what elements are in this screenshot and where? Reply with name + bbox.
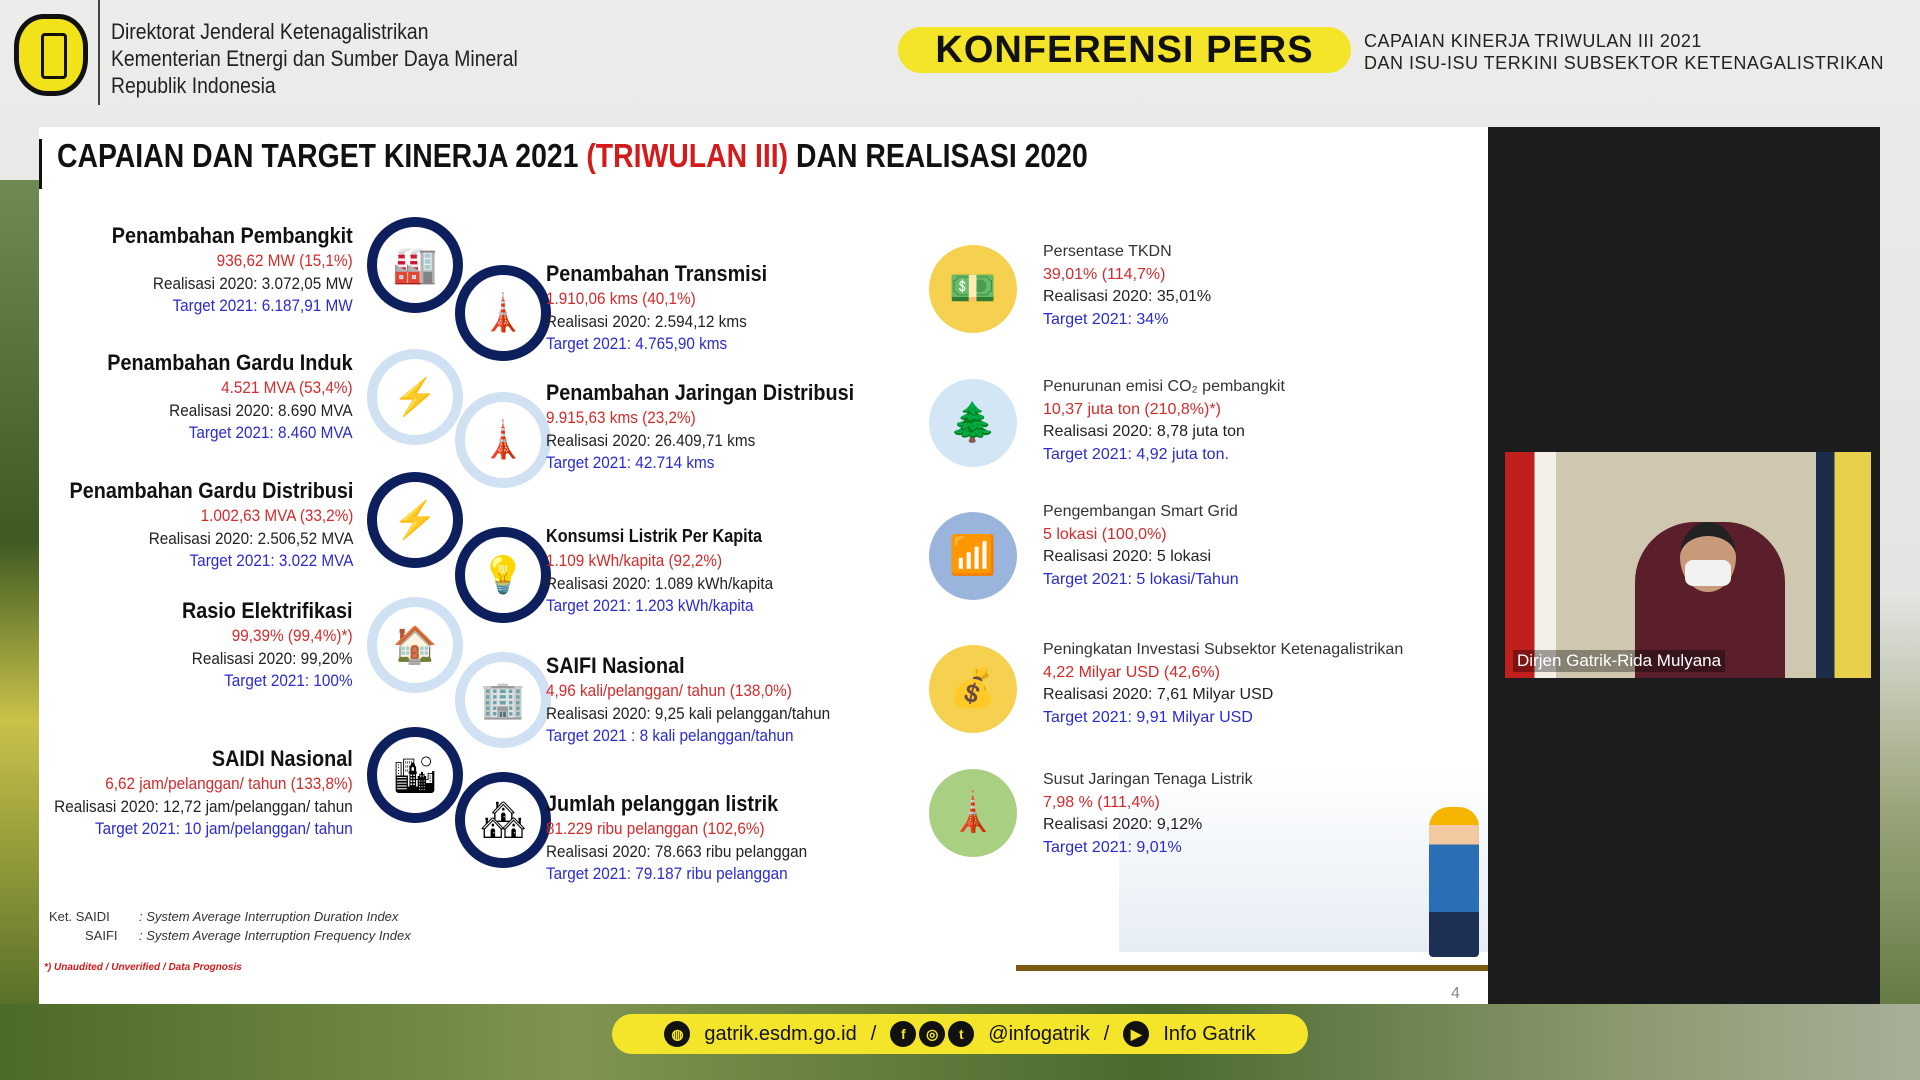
metric-left bbox=[182, 597, 353, 693]
metric-achievement: 1.109 kWh/kapita (92,2%) bbox=[546, 551, 723, 570]
metric-title: Rasio Elektrifikasi bbox=[182, 598, 353, 623]
metric-target: Target 2021: 34% bbox=[1043, 310, 1169, 328]
title-text: DAN REALISASI 2020 bbox=[788, 137, 1088, 174]
city-grid-icon: 🏙 bbox=[367, 727, 463, 823]
metric-title: Peningkatan Investasi Subsektor Ketenagalistrikan bbox=[1043, 641, 1404, 658]
metric-title: Pengembangan Smart Grid bbox=[1043, 503, 1238, 520]
org-name bbox=[111, 18, 518, 99]
metric-realization-2020: Realisasi 2020: 9,25 kali pelanggan/tahun bbox=[546, 703, 831, 723]
instagram-icon[interactable]: ◎ bbox=[919, 1021, 945, 1047]
metric-actual: 7,98 % (111,4%) bbox=[1043, 793, 1160, 811]
metric-actual: 4,22 Milyar USD (42,6%) bbox=[1043, 663, 1220, 681]
metric-title: Konsumsi Listrik Per Kapita bbox=[546, 526, 763, 546]
legend-desc: : System Average Interruption Duration Index bbox=[139, 909, 399, 924]
metric-real2020: Realisasi 2020: 8,78 juta ton bbox=[1043, 423, 1245, 440]
metric-realization-2020: Realisasi 2020: 78.663 ribu pelanggan bbox=[546, 841, 808, 861]
metric-target-2021: Target 2021: 79.187 ribu pelanggan bbox=[546, 864, 788, 883]
legend bbox=[49, 907, 411, 945]
metric-right bbox=[546, 260, 767, 356]
power-plant-icon: 🏭 bbox=[367, 217, 463, 313]
metric-title: Penambahan Gardu Induk bbox=[107, 350, 353, 375]
social-icons bbox=[890, 1021, 974, 1047]
metric-realization-2020: Realisasi 2020: 99,20% bbox=[192, 648, 353, 668]
metric-target: Target 2021: 9,91 Milyar USD bbox=[1043, 708, 1253, 726]
metric-realization-2020: Realisasi 2020: 3.072,05 MW bbox=[153, 273, 353, 293]
globe-icon: ◍ bbox=[664, 1021, 690, 1047]
houses-icon: 🏘 bbox=[455, 772, 551, 868]
header-divider bbox=[98, 0, 100, 105]
metric-right bbox=[546, 652, 830, 748]
metric-realization-2020: Realisasi 2020: 2.506,52 MVA bbox=[148, 528, 353, 548]
metric-title: SAIFI Nasional bbox=[546, 653, 685, 678]
metric-title: Penambahan Jaringan Distribusi bbox=[546, 380, 855, 405]
worker-illustration bbox=[1429, 807, 1479, 957]
metric-target-2021: Target 2021 : 8 kali pelanggan/tahun bbox=[546, 726, 794, 745]
participant-name: Dirjen Gatrik-Rida Mulyana bbox=[1513, 650, 1725, 672]
metric-far bbox=[1043, 639, 1403, 729]
metric-title: Penambahan Pembangkit bbox=[112, 223, 353, 248]
metric-real2020: Realisasi 2020: 5 lokasi bbox=[1043, 548, 1212, 565]
title-text: CAPAIAN DAN TARGET KINERJA 2021 bbox=[57, 137, 587, 174]
metric-achievement: 6,62 jam/pelanggan/ tahun (133,8%) bbox=[105, 774, 353, 793]
metric-target-2021: Target 2021: 1.203 kWh/kapita bbox=[546, 596, 754, 615]
facebook-icon[interactable]: f bbox=[890, 1021, 916, 1047]
footnote: *) Unaudited / Unverified / Data Prognosis bbox=[44, 962, 242, 973]
website-link[interactable]: gatrik.esdm.go.id bbox=[704, 1022, 857, 1045]
trees-icon: 🌲 bbox=[929, 379, 1017, 467]
metric-right bbox=[546, 522, 773, 618]
metric-target-2021: Target 2021: 6.187,91 MW bbox=[172, 296, 353, 315]
metric-real2020: Realisasi 2020: 7,61 Milyar USD bbox=[1043, 686, 1274, 703]
event-title-badge: KONFERENSI PERS bbox=[898, 27, 1351, 73]
metric-realization-2020: Realisasi 2020: 12,72 jam/pelanggan/ tahun bbox=[54, 796, 353, 816]
metric-realization-2020: Realisasi 2020: 2.594,12 kms bbox=[546, 311, 747, 331]
metric-title: Penambahan Transmisi bbox=[546, 261, 768, 286]
metric-left bbox=[54, 745, 353, 841]
page-number: 4 bbox=[1451, 985, 1460, 1002]
metric-achievement: 99,39% (99,4%)*) bbox=[232, 626, 353, 645]
metric-realization-2020: Realisasi 2020: 26.409,71 kms bbox=[546, 430, 756, 450]
legend-key: SAIFI bbox=[85, 928, 118, 943]
metric-achievement: 9.915,63 kms (23,2%) bbox=[546, 408, 696, 427]
participant-mask bbox=[1685, 560, 1731, 586]
org-line: Republik Indonesia bbox=[111, 73, 276, 98]
separator: / bbox=[870, 1022, 877, 1045]
participant-video[interactable] bbox=[1505, 452, 1871, 678]
metric-far bbox=[1043, 241, 1211, 331]
metric-title: SAIDI Nasional bbox=[212, 746, 353, 771]
city-power-icon: 🏢 bbox=[455, 652, 551, 748]
metric-actual: 10,37 juta ton (210,8%)*) bbox=[1043, 400, 1221, 418]
metric-title: Persentase TKDN bbox=[1043, 243, 1172, 260]
ground-line bbox=[1016, 965, 1488, 971]
metric-real2020: Realisasi 2020: 9,12% bbox=[1043, 816, 1203, 833]
metric-target-2021: Target 2021: 42.714 kms bbox=[546, 453, 715, 472]
metric-target-2021: Target 2021: 100% bbox=[224, 671, 353, 690]
metric-achievement: 4,96 kali/pelanggan/ tahun (138,0%) bbox=[546, 681, 792, 700]
video-panel bbox=[1488, 127, 1880, 1004]
money-hand-icon: 💵 bbox=[929, 245, 1017, 333]
substation-icon: ⚡ bbox=[367, 349, 463, 445]
metric-target: Target 2021: 5 lokasi/Tahun bbox=[1043, 570, 1239, 588]
metric-realization-2020: Realisasi 2020: 1.089 kWh/kapita bbox=[546, 573, 774, 593]
router-icon: 📶 bbox=[929, 512, 1017, 600]
metric-achievement: 81.229 ribu pelanggan (102,6%) bbox=[546, 819, 765, 838]
metric-actual: 5 lokasi (100,0%) bbox=[1043, 525, 1167, 543]
metric-far bbox=[1043, 376, 1285, 466]
distribution-substation-icon: ⚡ bbox=[367, 472, 463, 568]
metric-realization-2020: Realisasi 2020: 8.690 MVA bbox=[169, 400, 353, 420]
legend-row bbox=[49, 926, 411, 945]
metric-achievement: 4.521 MVA (53,4%) bbox=[221, 378, 353, 397]
slide-title bbox=[57, 137, 1088, 175]
light-bulb-icon: 💡 bbox=[455, 527, 551, 623]
metric-target-2021: Target 2021: 4.765,90 kms bbox=[546, 334, 728, 353]
tower-icon: 🗼 bbox=[929, 769, 1017, 857]
metric-title: Penurunan emisi CO₂ pembangkit bbox=[1043, 378, 1285, 395]
metric-right bbox=[546, 790, 807, 886]
footer-contact-bar bbox=[612, 1014, 1308, 1054]
twitter-icon[interactable]: t bbox=[948, 1021, 974, 1047]
metric-title: Jumlah pelanggan listrik bbox=[546, 791, 779, 816]
metric-left bbox=[112, 222, 353, 318]
metric-target-2021: Target 2021: 8.460 MVA bbox=[189, 423, 353, 442]
title-bar bbox=[39, 139, 42, 189]
youtube-channel[interactable]: Info Gatrik bbox=[1163, 1022, 1256, 1045]
metric-target-2021: Target 2021: 10 jam/pelanggan/ tahun bbox=[95, 819, 353, 838]
metric-title: Susut Jaringan Tenaga Listrik bbox=[1043, 771, 1253, 788]
metric-title: Penambahan Gardu Distribusi bbox=[69, 478, 353, 503]
metric-far bbox=[1043, 769, 1253, 859]
legend-key: Ket. SAIDI bbox=[49, 909, 110, 924]
social-handle[interactable]: @infogatrik bbox=[988, 1022, 1090, 1045]
metric-left bbox=[108, 349, 353, 445]
metric-actual: 39,01% (114,7%) bbox=[1043, 265, 1166, 283]
transmission-tower-icon: 🗼 bbox=[455, 265, 551, 361]
metric-achievement: 1.910,06 kms (40,1%) bbox=[546, 289, 696, 308]
metric-left bbox=[69, 477, 353, 573]
metric-achievement: 1.002,63 MVA (33,2%) bbox=[200, 506, 353, 525]
distribution-tower-icon: 🗼 bbox=[455, 392, 551, 488]
org-line: Direktorat Jenderal Ketenagalistrikan bbox=[111, 19, 429, 44]
presentation-slide bbox=[39, 127, 1488, 1004]
metric-far bbox=[1043, 501, 1239, 591]
separator: / bbox=[1103, 1022, 1110, 1045]
legend-desc: : System Average Interruption Frequency Index bbox=[139, 928, 411, 943]
metric-achievement: 936,62 MW (15,1%) bbox=[216, 251, 353, 270]
legend-row bbox=[49, 907, 411, 926]
metric-real2020: Realisasi 2020: 35,01% bbox=[1043, 288, 1212, 305]
youtube-icon[interactable]: ▶ bbox=[1123, 1021, 1149, 1047]
event-subtitle-line: CAPAIAN KINERJA TRIWULAN III 2021 bbox=[1364, 31, 1702, 51]
money-bag-icon: 💰 bbox=[929, 645, 1017, 733]
esdm-logo bbox=[14, 14, 88, 96]
metric-target-2021: Target 2021: 3.022 MVA bbox=[189, 551, 353, 570]
electrified-house-icon: 🏠 bbox=[367, 597, 463, 693]
metric-target: Target 2021: 9,01% bbox=[1043, 838, 1182, 856]
title-highlight: (TRIWULAN III) bbox=[586, 137, 789, 174]
event-subtitle-line: DAN ISU-ISU TERKINI SUBSEKTOR KETENAGALISTRIKAN bbox=[1364, 53, 1884, 73]
event-subtitle bbox=[1364, 30, 1884, 74]
metric-right bbox=[546, 379, 854, 475]
metric-target: Target 2021: 4,92 juta ton. bbox=[1043, 445, 1229, 463]
org-line: Kementerian Etnergi dan Sumber Daya Mineral bbox=[111, 46, 518, 71]
